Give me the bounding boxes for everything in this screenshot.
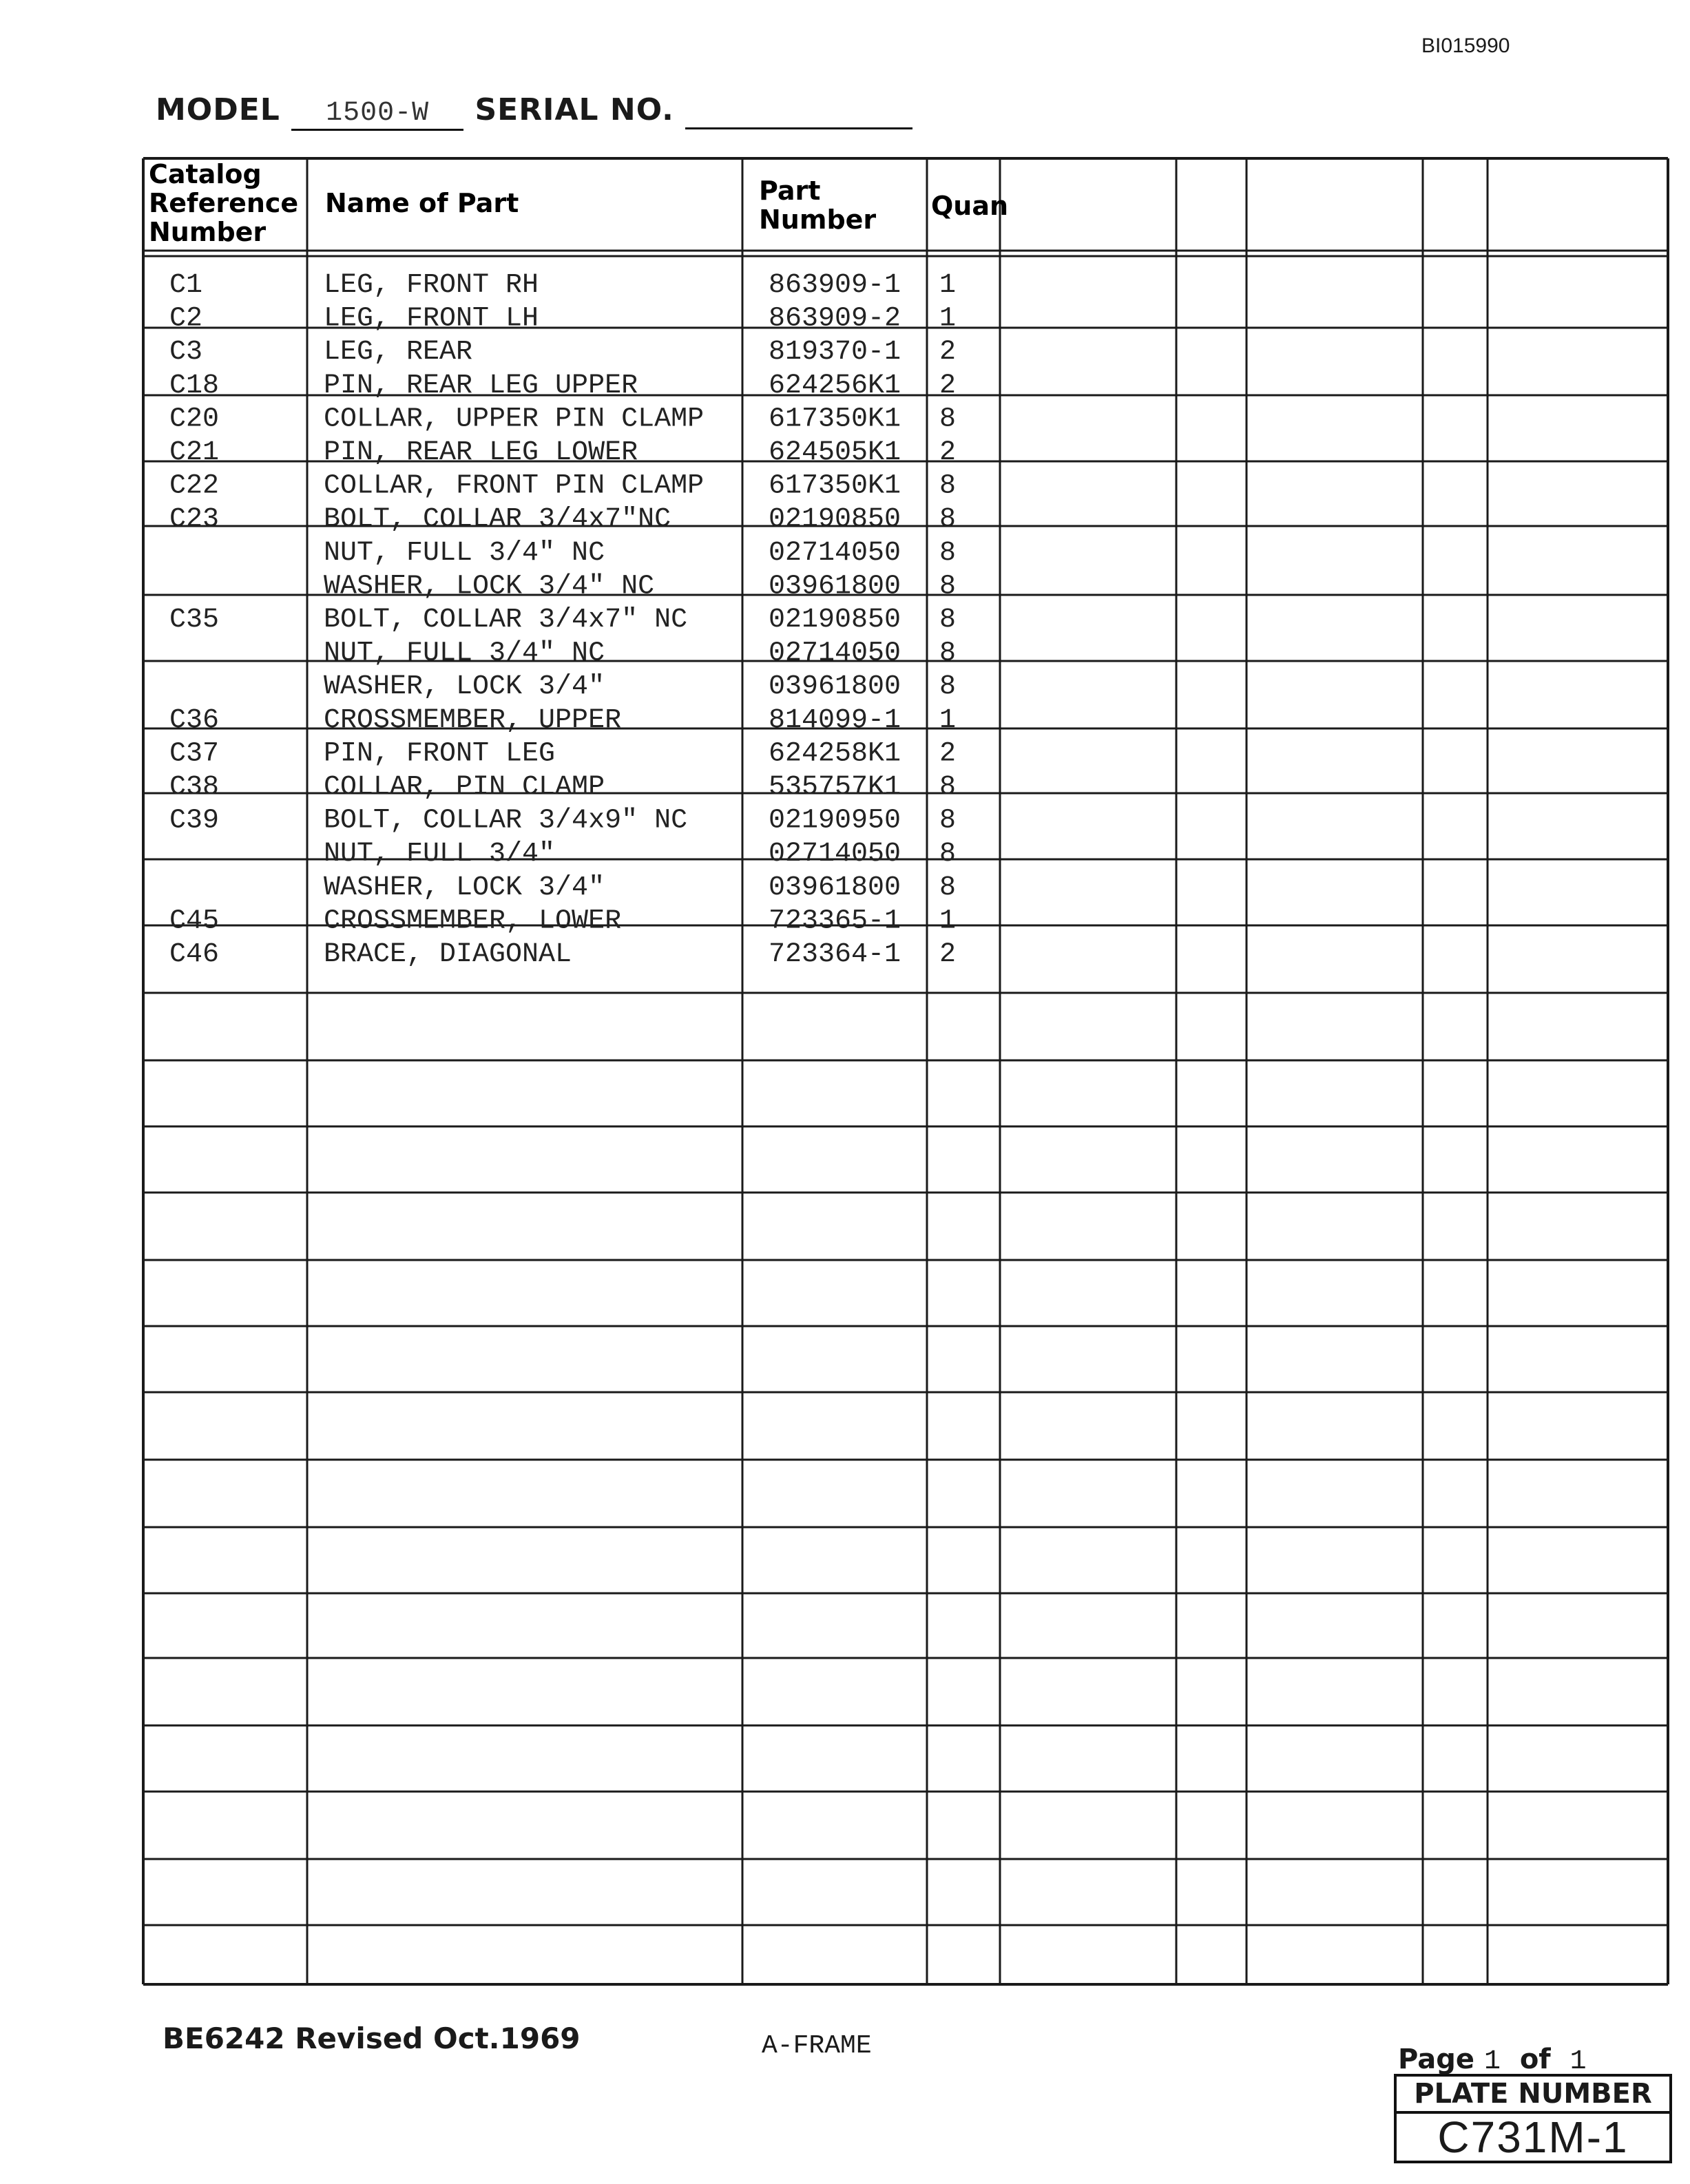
cell-catalog-ref: C21 <box>169 437 220 468</box>
cell-part-number: 863909-1 <box>769 270 901 301</box>
cell-quantity: 8 <box>939 671 957 703</box>
cell-catalog-ref: C23 <box>169 504 220 536</box>
cell-part-number: 02714050 <box>769 839 901 870</box>
cell-part-number: 814099-1 <box>769 704 901 736</box>
cell-catalog-ref: C20 <box>169 403 220 435</box>
cell-part-number: 624505K1 <box>769 437 901 468</box>
cell-catalog-ref: C22 <box>169 470 220 502</box>
page-number: 1 <box>1483 2046 1501 2077</box>
cell-quantity: 8 <box>939 537 957 569</box>
cell-part-name: COLLAR, FRONT PIN CLAMP <box>324 470 705 502</box>
cell-catalog-ref: C3 <box>169 337 203 368</box>
cell-catalog-ref: C38 <box>169 772 220 803</box>
cell-quantity: 2 <box>939 437 957 468</box>
page-of-label: of <box>1519 2044 1551 2075</box>
cell-part-name: COLLAR, UPPER PIN CLAMP <box>324 403 705 435</box>
cell-quantity: 2 <box>939 939 957 970</box>
cell-part-name: NUT, FULL 3/4" NC <box>324 537 605 569</box>
serial-label: SERIAL NO. <box>474 92 674 127</box>
cell-quantity: 2 <box>939 738 957 770</box>
cell-part-name: PIN, REAR LEG LOWER <box>324 437 638 468</box>
cell-catalog-ref: C39 <box>169 805 220 837</box>
col-head-name: Name of Part <box>325 188 519 218</box>
model-label: MODEL <box>156 92 280 127</box>
cell-part-name: LEG, FRONT RH <box>324 270 539 301</box>
cell-quantity: 8 <box>939 638 957 669</box>
cell-part-name: LEG, FRONT LH <box>324 303 539 335</box>
cell-part-number: 02714050 <box>769 537 901 569</box>
cell-catalog-ref: C37 <box>169 738 220 770</box>
cell-part-name: NUT, FULL 3/4" NC <box>324 638 605 669</box>
cell-part-name: NUT, FULL 3/4" <box>324 839 556 870</box>
cell-part-number: 02190850 <box>769 504 901 536</box>
cell-catalog-ref: C18 <box>169 370 220 401</box>
plate-number-box <box>1394 2074 1672 2163</box>
cell-catalog-ref: C46 <box>169 939 220 970</box>
cell-part-name: WASHER, LOCK 3/4" <box>324 671 605 703</box>
cell-quantity: 8 <box>939 605 957 636</box>
table-rows <box>169 270 956 970</box>
plate-number-label: PLATE NUMBER <box>1397 2077 1669 2114</box>
cell-part-name: PIN, FRONT LEG <box>324 738 556 770</box>
assembly-title: A-FRAME <box>762 2031 872 2061</box>
cell-quantity: 1 <box>939 270 957 301</box>
cell-part-name: BRACE, DIAGONAL <box>324 939 572 970</box>
col-head-catalog-l3: Number <box>149 217 267 247</box>
cell-quantity: 1 <box>939 704 957 736</box>
cell-part-name: BOLT, COLLAR 3/4x7" NC <box>324 605 688 636</box>
cell-part-number: 03961800 <box>769 571 901 602</box>
cell-catalog-ref: C35 <box>169 605 220 636</box>
cell-part-name: CROSSMEMBER, UPPER <box>324 704 622 736</box>
cell-catalog-ref: C36 <box>169 704 220 736</box>
col-head-part-l2: Number <box>759 204 877 235</box>
document-id: BI015990 <box>1421 34 1510 57</box>
cell-part-number: 624258K1 <box>769 738 901 770</box>
column-headers <box>149 159 1008 247</box>
cell-part-name: WASHER, LOCK 3/4" <box>324 872 605 903</box>
plate-number-value: C731M-1 <box>1437 2112 1629 2162</box>
cell-quantity: 8 <box>939 504 957 536</box>
cell-quantity: 8 <box>939 571 957 602</box>
cell-part-name: PIN, REAR LEG UPPER <box>324 370 638 401</box>
cell-part-number: 723364-1 <box>769 939 901 970</box>
cell-part-name: LEG, REAR <box>324 337 473 368</box>
form-number: BE6242 Revised Oct.1969 <box>163 2022 581 2055</box>
cell-part-number: 624256K1 <box>769 370 901 401</box>
cell-part-number: 819370-1 <box>769 337 901 368</box>
cell-part-name: BOLT, COLLAR 3/4x9" NC <box>324 805 688 837</box>
cell-part-number: 02190850 <box>769 605 901 636</box>
cell-part-name: COLLAR, PIN CLAMP <box>324 772 605 803</box>
cell-quantity: 2 <box>939 370 957 401</box>
cell-catalog-ref: C45 <box>169 905 220 937</box>
col-head-quan: Quan <box>931 191 1009 221</box>
cell-part-name: WASHER, LOCK 3/4" NC <box>324 571 655 602</box>
cell-part-number: 03961800 <box>769 872 901 903</box>
cell-quantity: 8 <box>939 403 957 435</box>
cell-quantity: 8 <box>939 470 957 502</box>
cell-part-number: 03961800 <box>769 671 901 703</box>
cell-part-number: 723365-1 <box>769 905 901 937</box>
cell-quantity: 1 <box>939 303 957 335</box>
cell-part-number: 617350K1 <box>769 403 901 435</box>
page-total: 1 <box>1569 2046 1587 2077</box>
cell-quantity: 8 <box>939 839 957 870</box>
cell-part-name: BOLT, COLLAR 3/4x7"NC <box>324 504 671 536</box>
cell-part-name: CROSSMEMBER, LOWER <box>324 905 622 937</box>
page-label: Page <box>1398 2044 1474 2075</box>
model-value: 1500-W <box>326 98 430 129</box>
cell-part-number: 02714050 <box>769 638 901 669</box>
cell-part-number: 02190950 <box>769 805 901 837</box>
col-head-catalog <box>149 159 307 247</box>
col-head-catalog-l2: Reference <box>149 188 299 218</box>
page-indicator <box>1398 2044 1587 2077</box>
col-head-catalog-l1: Catalog <box>149 159 262 189</box>
col-head-part-l1: Part <box>759 176 821 206</box>
cell-part-number: 535757K1 <box>769 772 901 803</box>
cell-catalog-ref: C2 <box>169 303 203 335</box>
cell-catalog-ref: C1 <box>169 270 203 301</box>
cell-part-number: 863909-2 <box>769 303 901 335</box>
cell-part-number: 617350K1 <box>769 470 901 502</box>
col-head-part <box>759 176 876 235</box>
cell-quantity: 2 <box>939 337 957 368</box>
cell-quantity: 8 <box>939 872 957 903</box>
cell-quantity: 8 <box>939 805 957 837</box>
cell-quantity: 8 <box>939 772 957 803</box>
cell-quantity: 1 <box>939 905 957 937</box>
